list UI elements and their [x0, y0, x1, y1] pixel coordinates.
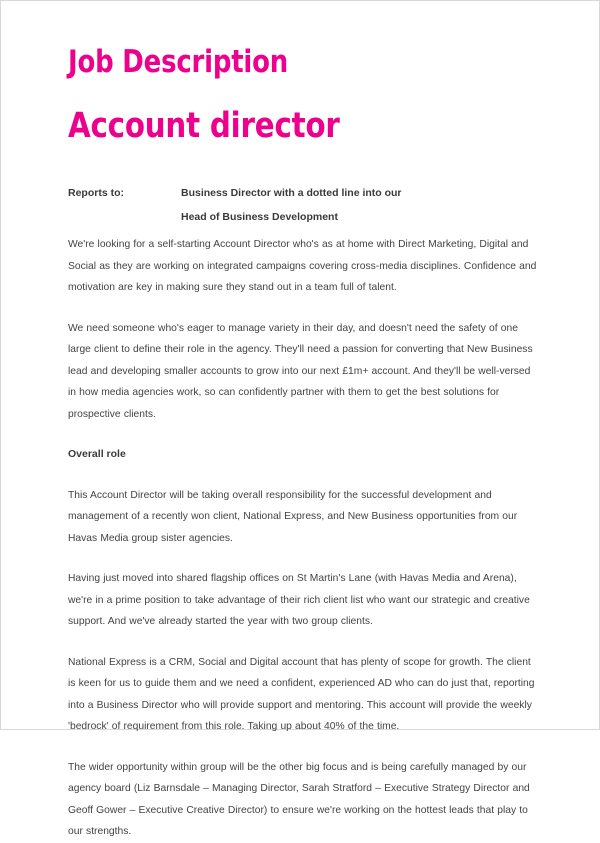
document-title-block	[68, 45, 305, 79]
overall-role-paragraph-4: The wider opportunity within group will be the other big focus and is being carefully managed by our agency board (Liz Barnsdale – Managing Director, Sarah Stratford – Executive Strategy Director and Geoff Gower – Executive Creative Director) to ensure we're working on the hottest leads that play to our strengths.	[68, 761, 530, 837]
reports-to-value-line-2: Head of Business Development	[181, 211, 338, 223]
overall-role-paragraph-2: Having just moved into shared flagship offices on St Martin's Lane (with Havas Media and Arena), we're in a prime position to take advantage of their rich client list who want our strategic and creative support. And we've already started the year with two group clients.	[68, 573, 530, 627]
overall-role-paragraph-1: This Account Director will be taking overall responsibility for the successful development and management of a recently won client, National Express, and New Business opportunities from our Havas Media group sister agencies.	[68, 489, 518, 544]
overall-role-paragraph-3: National Express is a CRM, Social and Digital account that has plenty of scope for growth. The client is keen for us to guide them and we need a confident, experienced AD who can do just that, reporting into a Business Director who will provide support and mentoring. This account will provide the weekly 'bedrock' of requirement from this role. Taking up about 40% of the time.	[68, 656, 535, 732]
intro-paragraph-1: We're looking for a self-starting Account Director who's as at home with Direct Marketing, Digital and Social as they are working on integrated campaigns covering cross-media disciplines. Confidence and motivation are key in making sure they stand out in a team full of talent.	[68, 239, 537, 293]
reports-to-label: Reports to:	[68, 187, 124, 199]
job-role-title: Account director	[68, 106, 340, 146]
reports-to-row	[68, 181, 538, 229]
reports-to-value	[181, 181, 402, 229]
job-role-title-block	[68, 107, 360, 145]
intro-paragraph-2: We need someone who's eager to manage variety in their day, and doesn't need the safety of one large client to define their role in the agency. They'll need a passion for converting that New Business lead and developing smaller accounts to grow into our next £1m+ account. And they'll be well-versed in how media agencies work, so can confidently partner with them to get the best solutions for prospective clients.	[68, 322, 533, 420]
page-title: Job Description	[68, 44, 289, 80]
section-heading-overall-role: Overall role	[68, 448, 126, 460]
overall-role-paragraph-4-clip	[68, 757, 540, 837]
document-content	[68, 234, 540, 837]
reports-to-value-line-1: Business Director with a dotted line into our	[181, 187, 402, 199]
